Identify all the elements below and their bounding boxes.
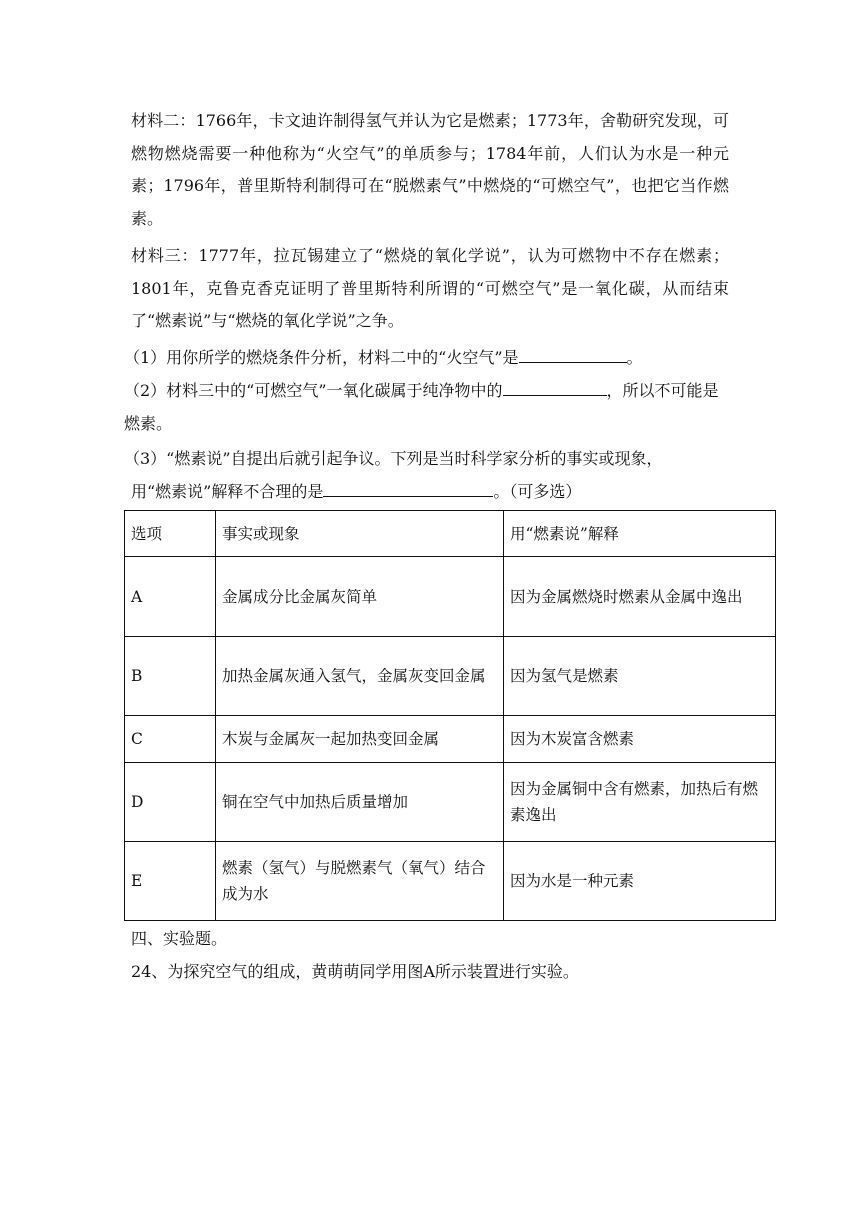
explanation-cell: 因为金属铜中含有燃素，加热后有燃素逸出 [504,763,776,842]
question-3 [124,443,729,508]
explanation-cell: 因为木炭富含燃素 [504,716,776,763]
explanation-cell: 因为水是一种元素 [504,842,776,921]
option-cell: B [125,637,216,716]
table-row [125,557,776,637]
fact-cell: 加热金属灰通入氢气，金属灰变回金属 [216,637,504,716]
question-2-end: ，所以不可能是燃素。 [124,381,719,433]
question-3-answer-blank[interactable] [323,478,493,497]
table-header-cell: 选项 [125,511,216,557]
question-24: 24、为探究空气的组成，黄萌萌同学用图A所示装置进行实验。 [131,962,579,981]
option-cell: D [125,763,216,842]
option-cell: E [125,842,216,921]
fact-cell: 木炭与金属灰一起加热变回金属 [216,716,504,763]
question-2 [124,375,729,440]
table-header-row [125,511,776,557]
question-2-text: （2）材料三中的“可燃空气”一氧化碳属于纯净物中的 [124,381,503,400]
option-cell: C [125,716,216,763]
explanation-cell: 因为金属燃烧时燃素从金属中逸出 [504,557,776,637]
material-2-paragraph: 材料二：1766年，卡文迪许制得氢气并认为它是燃素；1773年，舍勒研究发现，可燃物燃烧需要一种他称为“火空气”的单质参与；1784年前，人们认为水是一种元素；1796年，普里斯特利制得可在“脱燃素气”中燃烧的“可燃空气”，也把它当作燃素。 [131,111,729,228]
table-header-cell: 事实或现象 [216,511,504,557]
section-4-heading: 四、实验题。 [131,929,228,948]
question-1 [124,342,729,375]
fact-cell: 燃素（氢气）与脱燃素气（氧气）结合成为水 [216,842,504,921]
explanation-cell: 因为氢气是燃素 [504,637,776,716]
fact-cell: 铜在空气中加热后质量增加 [216,763,504,842]
question-2-answer-blank[interactable] [503,377,607,396]
table-row [125,637,776,716]
material-3-paragraph: 材料三：1777年，拉瓦锡建立了“燃烧的氧化学说”，认为可燃物中不存在燃素；1801年，克鲁克香克证明了普里斯特利所谓的“可燃空气”是一氧化碳，从而结束了“燃素说”与“燃烧的氧化学说”之争。 [131,246,729,330]
table-row [125,716,776,763]
question-3-end: 。（可多选） [493,481,582,501]
question-3-intro: （3）“燃素说”自提出后就引起争议。下列是当时科学家分析的事实或现象， [124,449,663,468]
option-cell: A [125,557,216,637]
table-header-cell: 用“燃素说”解释 [504,511,776,557]
table-row [125,842,776,921]
combustion-theory-table [124,510,776,921]
fact-cell: 金属成分比金属灰简单 [216,557,504,637]
question-1-text: （1）用你所学的燃烧条件分析，材料二中的“火空气”是 [124,348,519,367]
table-row [125,763,776,842]
question-3-text: 用“燃素说”解释不合理的是 [131,481,324,501]
question-1-answer-blank[interactable] [519,344,627,363]
question-1-end: 。 [626,348,643,367]
